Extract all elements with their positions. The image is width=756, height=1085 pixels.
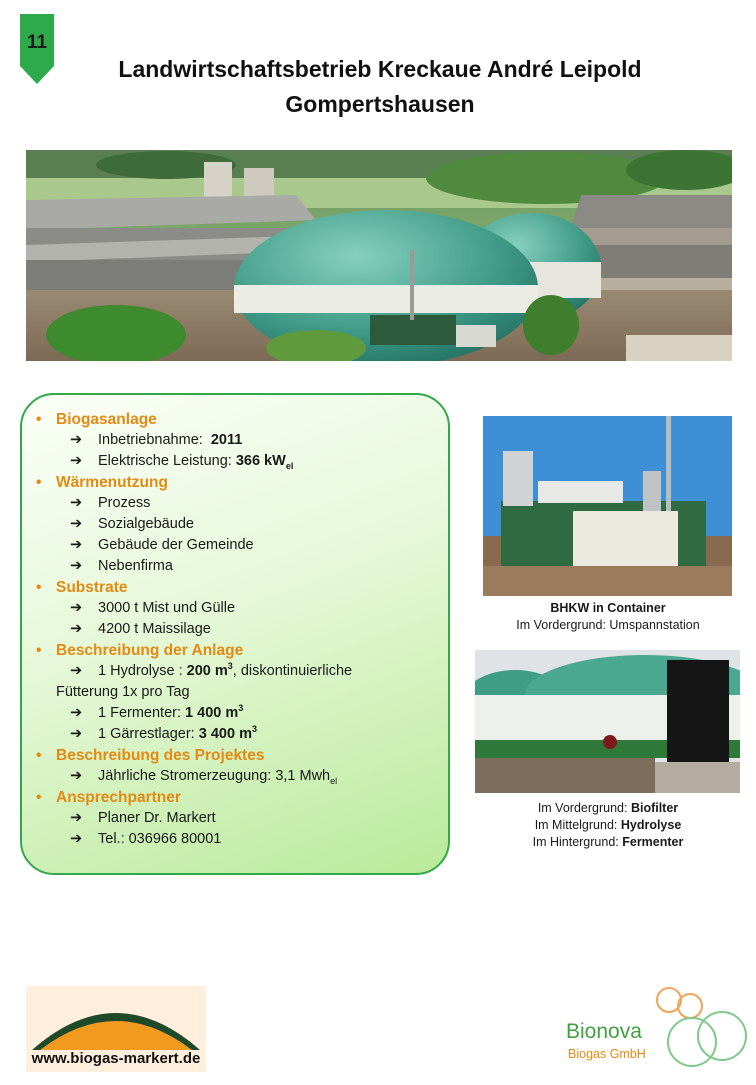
list-item: ➔ 1 Hydrolyse : 200 $m^3$, diskontinuierliche xyxy=(36,661,448,682)
hero-photo-biogas-plant xyxy=(26,150,732,361)
page-title xyxy=(60,52,700,122)
photo-bhkw-container xyxy=(483,416,732,596)
list-item: ➔ 3000 t Mist und Gülle xyxy=(36,598,448,619)
caption-line: Im Mittelgrund: Hydrolyse xyxy=(534,818,682,832)
list-item: ➔ Prozess xyxy=(36,493,448,514)
arrow-right-icon: ➔ xyxy=(70,495,83,511)
list-item: ➔ Gebäude der Gemeinde xyxy=(36,535,448,556)
section-heading: • Beschreibung der Anlage xyxy=(36,640,448,661)
list-item: ➔ 1 Gärrestlager: 3 400 $m^3$ xyxy=(36,724,448,745)
photo-biofilter-hydrolyse xyxy=(475,650,740,793)
caption-biofilter xyxy=(460,800,756,851)
page-number-badge xyxy=(20,14,54,84)
list-item: ➔ Elektrische Leistung: 366 $kW_{el}$ xyxy=(70,453,294,471)
caption-bhkw: BHKW in Container Im Vordergrund: Umspannstation xyxy=(516,601,700,632)
page-number: 11 xyxy=(26,32,48,53)
list-item-continuation: Fütterung 1x pro Tag xyxy=(56,684,190,700)
bionova-subtitle: Biogas GmbH xyxy=(568,1047,646,1061)
bionova-name: Bionova xyxy=(566,1020,642,1043)
section-heading: • Biogasanlage xyxy=(36,409,448,430)
arrow-right-icon: ➔ xyxy=(70,516,83,532)
info-panel xyxy=(20,393,450,875)
list-item: ➔ 4200 t Maissilage xyxy=(36,619,448,640)
arrow-right-icon: ➔ xyxy=(70,768,83,784)
section-heading: • Beschreibung des Projektes xyxy=(36,745,448,766)
caption-line: Im Hintergrund: Fermenter xyxy=(532,835,684,849)
arrow-right-icon: ➔ xyxy=(70,726,83,742)
arrow-right-icon: ➔ xyxy=(70,432,83,448)
biogas-markert-logo xyxy=(26,986,206,1072)
arrow-right-icon: ➔ xyxy=(70,705,83,721)
section-heading: • Ansprechpartner xyxy=(36,787,448,808)
arrow-right-icon: ➔ xyxy=(70,810,83,826)
list-item: ➔ 1 Fermenter: 1 400 $m^3$ xyxy=(36,703,448,724)
logo-url: www.biogas-markert.de xyxy=(31,1050,201,1067)
title-line-1: Landwirtschaftsbetrieb Kreckaue André Leipold xyxy=(118,56,642,82)
section-heading: • Substrate xyxy=(36,577,448,598)
list-item: ➔ Planer Dr. Markert xyxy=(36,808,448,829)
arrow-right-icon: ➔ xyxy=(70,453,83,469)
arrow-right-icon: ➔ xyxy=(70,831,83,847)
list-item: ➔ Jährliche Stromerzeugung: 3,1 Mwh$_{el}$ xyxy=(70,768,338,786)
arrow-right-icon: ➔ xyxy=(70,621,83,637)
bionova-logo xyxy=(560,984,750,1070)
title-line-2: Gompertshausen xyxy=(285,91,475,117)
list-item: ➔ Sozialgebäude xyxy=(36,514,448,535)
arrow-right-icon: ➔ xyxy=(70,663,83,679)
arrow-right-icon: ➔ xyxy=(70,537,83,553)
arrow-right-icon: ➔ xyxy=(70,558,83,574)
section-heading: • Wärmenutzung xyxy=(36,472,448,493)
arrow-right-icon: ➔ xyxy=(70,600,83,616)
list-item: ➔ Tel.: 036966 80001 xyxy=(36,829,448,850)
list-item: ➔ Inbetriebnahme: 2011 xyxy=(36,430,448,451)
list-item: ➔ Nebenfirma xyxy=(36,556,448,577)
caption-line: Im Vordergrund: Biofilter xyxy=(537,801,679,815)
